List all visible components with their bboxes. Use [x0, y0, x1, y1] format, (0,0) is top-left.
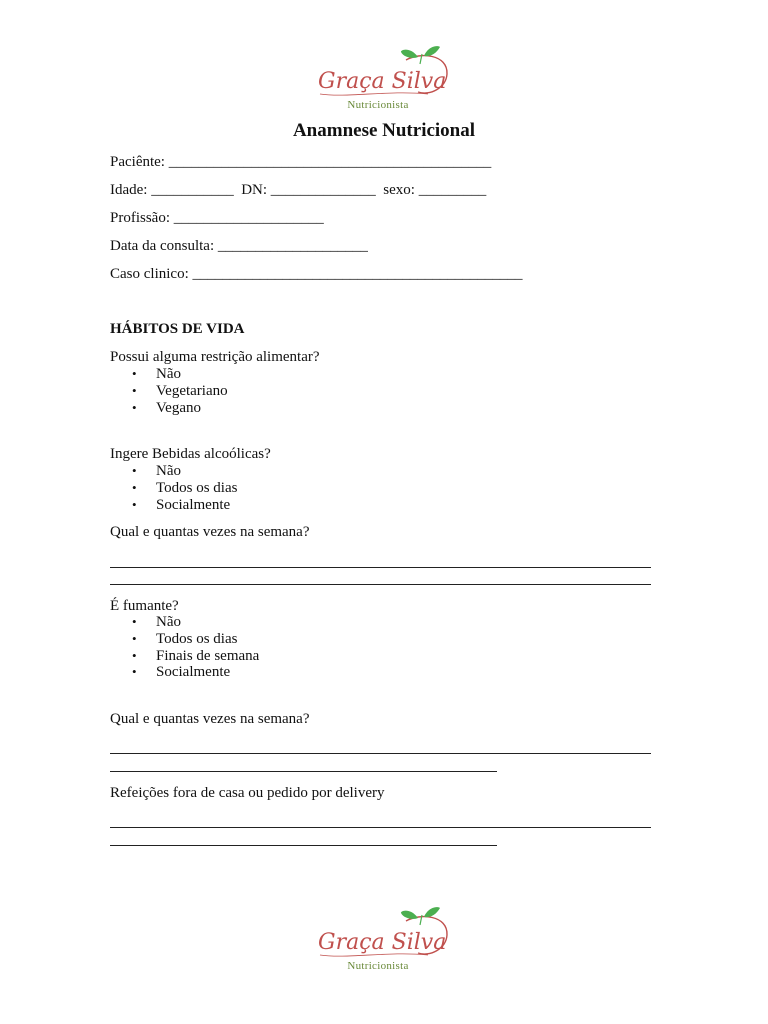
option-label: Socialmente — [156, 496, 231, 513]
footer-logo — [308, 905, 458, 975]
answer-line[interactable] — [110, 845, 497, 846]
field-paciente[interactable]: Paciênte: ___________________________________________ — [110, 154, 492, 170]
bullet-icon: • — [132, 630, 137, 646]
option-item[interactable] — [110, 383, 228, 400]
bullet-icon: • — [132, 647, 137, 663]
answer-line[interactable] — [110, 584, 651, 585]
option-item[interactable] — [110, 480, 237, 497]
bullet-icon: • — [132, 382, 137, 398]
option-label: Vegano — [156, 399, 201, 416]
answer-line[interactable] — [110, 827, 651, 828]
bullet-icon: • — [132, 614, 137, 629]
bullet-icon: • — [132, 664, 137, 680]
question-bebidas-frequencia: Qual e quantas vezes na semana? — [110, 524, 310, 540]
answer-line[interactable] — [110, 753, 651, 754]
option-item[interactable] — [110, 497, 237, 514]
question-delivery: Refeições fora de casa ou pedido por delivery — [110, 785, 385, 801]
option-item[interactable] — [110, 664, 259, 681]
brand-logo-graphic — [308, 905, 458, 965]
bullet-icon: • — [132, 479, 137, 495]
option-label: Todos os dias — [156, 479, 238, 496]
option-label: Socialmente — [156, 664, 231, 681]
option-item[interactable] — [110, 463, 237, 480]
brand-logo-graphic — [308, 44, 458, 104]
page-title: Anamnese Nutricional — [292, 120, 476, 141]
answer-line[interactable] — [110, 771, 497, 772]
logo-subtitle: Nutricionista — [347, 99, 409, 111]
logo-script-text: Graça Silva — [318, 930, 447, 955]
question-fumante-frequencia: Qual e quantas vezes na semana? — [110, 711, 310, 727]
options-restricao — [110, 366, 228, 416]
option-label: Vegetariano — [156, 382, 228, 399]
option-item[interactable] — [110, 631, 259, 648]
logo-script-text: Graça Silva — [318, 69, 447, 94]
field-data-consulta[interactable]: Data da consulta: ____________________ — [110, 238, 368, 254]
bullet-icon: • — [132, 366, 137, 381]
option-item[interactable] — [110, 400, 228, 417]
field-profissao[interactable]: Profissão: ____________________ — [110, 210, 324, 226]
bullet-icon: • — [132, 399, 137, 415]
question-bebidas: Ingere Bebidas alcoólicas? — [110, 446, 271, 462]
bullet-icon: • — [132, 463, 137, 478]
options-fumante — [110, 614, 259, 681]
options-bebidas — [110, 463, 237, 513]
bullet-icon: • — [132, 496, 137, 512]
option-label: Não — [156, 463, 181, 479]
header-logo — [308, 44, 458, 114]
field-caso-clinico[interactable]: Caso clinico: ____________________________________________ — [110, 266, 523, 282]
option-item[interactable] — [110, 614, 259, 631]
option-label: Todos os dias — [156, 630, 238, 647]
question-restricao: Possui alguma restrição alimentar? — [110, 349, 320, 365]
option-label: Não — [156, 366, 181, 382]
option-label: Finais de semana — [156, 647, 260, 664]
section-heading-habitos: HÁBITOS DE VIDA — [110, 321, 245, 337]
logo-subtitle: Nutricionista — [347, 960, 409, 972]
option-item[interactable] — [110, 648, 259, 665]
answer-line[interactable] — [110, 567, 651, 568]
option-item[interactable] — [110, 366, 228, 383]
option-label: Não — [156, 614, 181, 630]
field-idade-dn-sexo[interactable]: Idade: ___________ DN: ______________ sexo: _________ — [110, 182, 487, 198]
question-fumante: É fumante? — [110, 598, 179, 614]
